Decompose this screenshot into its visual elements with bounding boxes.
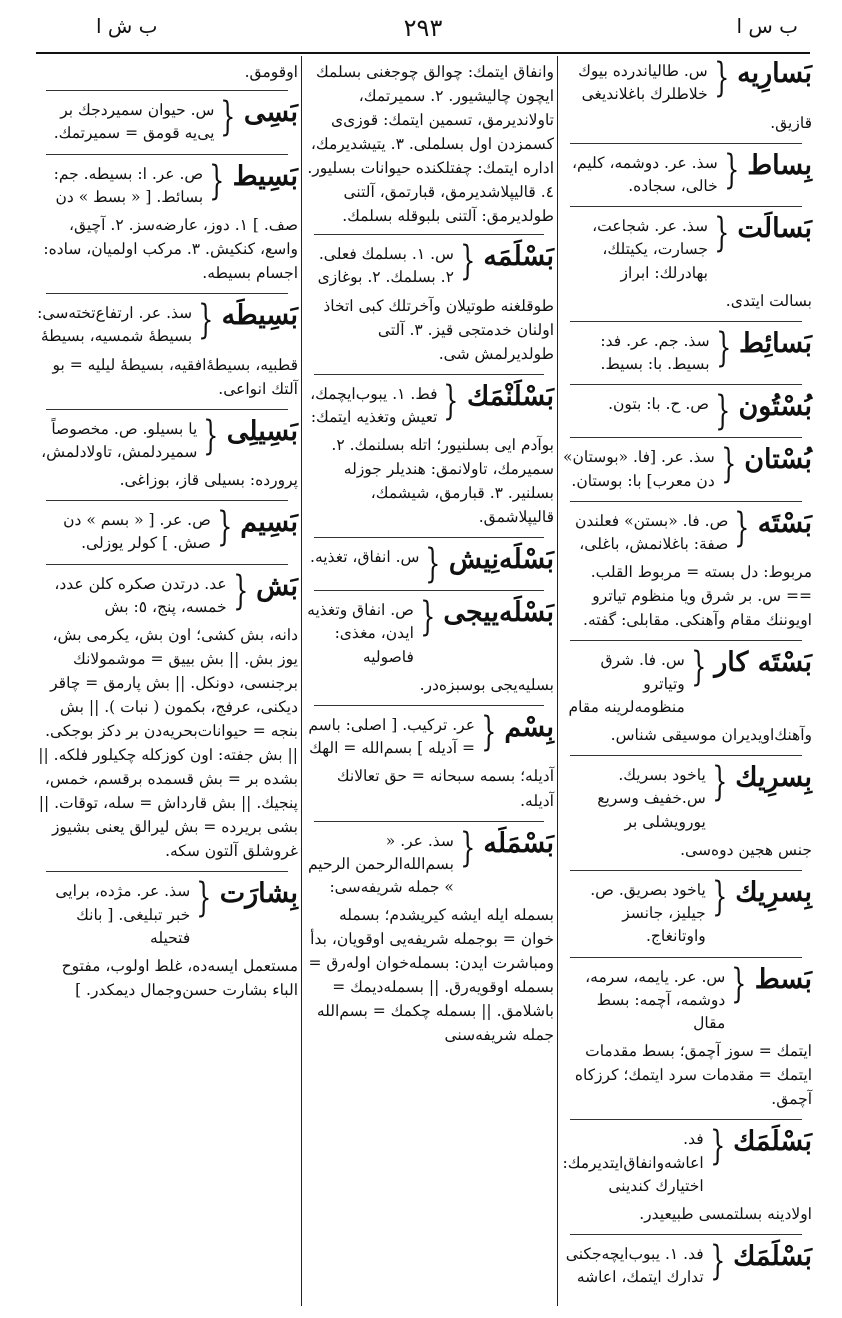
dictionary-entry bbox=[36, 504, 298, 556]
entry-separator bbox=[570, 437, 802, 438]
headword: بَسائِط bbox=[739, 327, 812, 359]
headword: بَسْلَمَك bbox=[733, 1241, 812, 1273]
entry-separator bbox=[46, 154, 288, 155]
dictionary-entry bbox=[560, 1238, 812, 1290]
brace: { bbox=[720, 441, 737, 488]
column-left bbox=[36, 60, 298, 1305]
dictionary-entry bbox=[36, 157, 298, 210]
brace: { bbox=[209, 157, 225, 204]
entry-separator bbox=[570, 1119, 802, 1120]
dictionary-entry bbox=[560, 960, 812, 1036]
definition: سذ. عر. دوشمه، کلیم، خالی، سجاده. bbox=[572, 153, 718, 195]
headword: بَسْلَنْمَك bbox=[466, 380, 554, 412]
brace: { bbox=[196, 875, 212, 922]
dictionary-entry bbox=[560, 210, 812, 285]
dictionary-entry bbox=[304, 238, 554, 290]
definition: ص. انفاق وتغذیه ایدن، مغذی: فاصولیه bbox=[307, 601, 414, 666]
brace: { bbox=[734, 504, 750, 551]
definition: سذ. جم. عر. فد: بسیط. با: بسیط. bbox=[600, 331, 710, 374]
headword: بَسْتَه کار bbox=[714, 647, 812, 679]
brace: { bbox=[203, 412, 219, 459]
headword: بَسِیط bbox=[232, 160, 298, 192]
definition: عد. درتدن صکره کلن عدد، خمسه، پنج، ٥: بش bbox=[54, 574, 227, 616]
definition: سذ. عر. [فا. «بوستان» دن معرب] با: بوستان. bbox=[563, 448, 715, 490]
definition-continued: مربوط: دل بسته = مربوط القلب. == س. بر شرق ویا منظوم تیاترو اویوننك مقام وآهنکی. مقابلی: گفته. bbox=[583, 563, 812, 630]
brace: { bbox=[709, 1123, 726, 1170]
definition: س. ١. بسلمك فعلی. ٢. بسلمك. ٢. بوغازی bbox=[317, 245, 454, 287]
headword: بَش bbox=[256, 570, 298, 602]
entry-separator bbox=[46, 564, 288, 565]
dictionary-entry bbox=[36, 94, 298, 146]
headword: بَسْلَه‌نِیش bbox=[448, 544, 554, 576]
entry-separator bbox=[570, 640, 802, 641]
definition-continued: بسالت ایتدی. bbox=[725, 291, 812, 310]
definition-continued: بسمله ایله ایشه کیریشدم؛ بسمله خوان = بوجمله شریفه‌یی اوقویان، بدأ ومباشرت ایدن: بسمله‌خوان اوله‌رق = بسمله اوقویه‌رق. || بسمله‌دیمك = باشلامق. || بسمله چکمك = بسم‌الله جمله شریفه‌سنی bbox=[308, 906, 554, 1045]
entry-separator bbox=[570, 321, 802, 322]
definition: س. حیوان سمیردجك بر یی‌یه قومق = سمیرتمك. bbox=[53, 101, 215, 143]
entry-separator bbox=[570, 1234, 802, 1235]
definition-continued: بوآدم ایی بسلنیور؛ اتله بسلنمك. ٢. سمیرمك، تاولانمق: هندیلر جوزله بسلنیر. ٣. قبارمق، شیشمك، قالیپلاشمق. bbox=[331, 436, 554, 527]
definition: س. انفاق، تغذیه. bbox=[310, 548, 420, 567]
dictionary-entry bbox=[304, 708, 554, 761]
entry-separator bbox=[570, 143, 802, 144]
continued-entry-text: اوقومق. bbox=[244, 63, 298, 81]
definition: یاخود بصریق. ص. جیلیز، جانسز واوتانغاج. bbox=[590, 880, 706, 946]
dictionary-entry bbox=[560, 1123, 812, 1198]
dictionary-entry bbox=[560, 759, 812, 834]
headword: بَسارِيه bbox=[737, 58, 812, 89]
brace: { bbox=[731, 960, 747, 1007]
column-divider-right bbox=[557, 56, 558, 1306]
headword: بِسرِیك bbox=[735, 762, 812, 794]
column-middle bbox=[304, 60, 554, 1305]
definition-continued: وآهنك‌اویدیران موسیقی شناس. bbox=[610, 726, 812, 745]
headword: بَسْمَلَه bbox=[483, 827, 554, 859]
brace: { bbox=[216, 504, 233, 551]
headword: بَسالَت bbox=[737, 213, 812, 245]
dictionary-entry bbox=[560, 324, 812, 377]
entry-separator bbox=[314, 590, 544, 591]
definition: سذ. عر. « بسم‌الله‌الرحمن الرحیم » جمله شریفه‌سی: bbox=[307, 831, 454, 897]
definition: سذ. عر. ارتفاع‌تخته‌سی: بسیطۀ شمسیه، بسیطۀ bbox=[37, 304, 193, 346]
headword: بِسْم bbox=[504, 711, 554, 743]
page-header bbox=[36, 8, 810, 48]
definition: ص. عر. [ « بسم » دن صش. ] کولر یوزلی. bbox=[63, 511, 211, 553]
definition: ص. ح. با: بتون. bbox=[608, 395, 710, 414]
dictionary-entry bbox=[560, 873, 812, 949]
brace: { bbox=[220, 94, 236, 141]
brace: { bbox=[715, 388, 731, 435]
entry-separator bbox=[314, 705, 544, 706]
definition: فد. ١. یبوب‌ایچه‌جکنی تدارك ایتمك، اعاشه bbox=[565, 1245, 704, 1287]
definition-continued: صف. ] ١. دوز، عارضه‌سز. ٢. آچیق، واسع، کنکیش. ٣. مرکب اولمیان، ساده: اجسام بسیطه. bbox=[43, 216, 298, 283]
brace: { bbox=[232, 567, 248, 614]
brace: { bbox=[425, 541, 441, 588]
entry-separator bbox=[570, 384, 802, 385]
definition-continued: دانه، بش کشی؛ اون بش، یکرمی بش، یوز بش. || بش بییق = موشمولانك برجنسی، دونکل. || بش پارمق = چاقر دیکنی، عرفج، بکمون ( نبات ). || بش بنجه = حیوانات‌بحریه‌دن بر دکز بوجکی. || بش جفته: اون کوزکله چکیلور فلکه. || بشده بر = بش قسمده برقسم، خمس، پنجیك. || بش قارداش = سله، توقات. || بشی بریرده = بش لیرالق یعنی بشیوز غروشلق آلتون سکه. bbox=[38, 626, 298, 861]
brace: { bbox=[709, 1238, 726, 1285]
entry-separator bbox=[570, 870, 802, 871]
brace: { bbox=[460, 238, 476, 285]
dictionary-entry bbox=[36, 297, 298, 349]
headword: بَسِی bbox=[243, 97, 298, 129]
column-divider-left bbox=[301, 56, 302, 1306]
dictionary-entry bbox=[560, 388, 812, 435]
running-head-left: ب ش ا bbox=[96, 14, 158, 38]
brace: { bbox=[715, 324, 731, 371]
headword: بُسْتُون bbox=[738, 391, 812, 423]
entry-separator bbox=[46, 871, 288, 872]
brace: { bbox=[690, 644, 707, 691]
dictionary-entry bbox=[560, 504, 812, 557]
page-number: ٢٩٣ bbox=[403, 14, 443, 42]
definition: سذ. عر. شجاعت، جسارت، یکیتلك، بهادرلك: ابراز bbox=[592, 217, 708, 282]
headword: بَسِیم bbox=[240, 507, 298, 539]
entry-separator bbox=[46, 500, 288, 501]
dictionary-entry bbox=[560, 146, 812, 199]
brace: { bbox=[198, 297, 214, 344]
dictionary-entry bbox=[36, 567, 298, 620]
column-right bbox=[560, 55, 812, 1305]
headword: بَسْلَمَك bbox=[733, 1126, 812, 1158]
definition-continued: آدیله؛ بسمه سبحانه = حق تعالانك آدیله. bbox=[336, 767, 554, 810]
dictionary-entry bbox=[304, 541, 554, 588]
brace: { bbox=[714, 210, 730, 257]
entry-separator bbox=[314, 234, 544, 235]
brace: { bbox=[711, 873, 728, 920]
definition-continued: طوقلغنه طوتیلان وآخرتلك کبی اتخاذ اولنان خدمتجی قیز. ٣. آلتی طولدیرلمش شی. bbox=[323, 296, 554, 363]
headword: بُسْتان bbox=[744, 444, 812, 476]
definition: ص. عر. ا: بسیطه. جم: بسائط. [ « بسط » دن bbox=[53, 164, 204, 206]
dictionary-entry bbox=[304, 377, 554, 430]
entry-separator bbox=[570, 957, 802, 958]
brace: { bbox=[460, 824, 476, 871]
brace: { bbox=[420, 594, 436, 641]
definition-continued: قازیق. bbox=[770, 113, 812, 132]
dictionary-entry bbox=[560, 55, 812, 107]
definition: س. طالیاندرده بیوك خلاطلرك باغلاندیغی bbox=[578, 62, 708, 104]
definition-continued: قطبیه، بسیطۀافقیه، بسیطۀ لیلیه = بو آلتك انواعی. bbox=[52, 355, 298, 398]
headword: بِساط bbox=[747, 149, 812, 181]
definition-continued: بسلیه‌یجی بوسبزه‌در. bbox=[419, 675, 554, 694]
definition: یا بسیلو. ص. مخصوصاً سمیردلمش، تاولادلمش، bbox=[41, 419, 198, 461]
headword: بِسرِیك bbox=[735, 876, 812, 908]
headword: بَسِیطَه bbox=[221, 300, 298, 332]
brace: { bbox=[711, 759, 728, 806]
dictionary-entry bbox=[304, 824, 554, 900]
continued-entry-text: وانفاق ایتمك: چوالق چوجغنی بسلمك ایچون چالیشیور. ٢. سمیرتمك، تاولاندیرمق، تسمین ایتمك: قوزی‌ی کسمزدن اول بسلملی. ٣. یتیشدیرمك، اداره ایتمك: چفتلکنده حیوانات بسلیور. ٤. قالیپلاشدیرمق، قبارتمق، آلتنی طولدیرمق: آلتنی بلبوقله بسلمك. bbox=[307, 63, 554, 226]
definition: ص. فا. «بستن» فعلندن صفة: باغلانمش، باغلی، bbox=[575, 511, 729, 554]
headword: بَسْلَه‌ییجی bbox=[443, 597, 554, 629]
entry-separator bbox=[314, 374, 544, 375]
entry-separator bbox=[570, 206, 802, 207]
definition-continued: ایتمك = سوز آچمق؛ بسط مقدمات ایتمك = مقدمات سرد ایتمك؛ کرزکاه آچمق. bbox=[574, 1042, 812, 1109]
definition: عر. ترکیب. [ اصلی: باسم = آدیله ] بسم‌الله = الهك bbox=[308, 715, 475, 758]
dictionary-entry bbox=[560, 441, 812, 493]
entry-separator bbox=[46, 409, 288, 410]
brace: { bbox=[713, 55, 730, 101]
entry-separator bbox=[314, 537, 544, 538]
dictionary-entry bbox=[36, 412, 298, 465]
definition: فد. اعاشه‌وانفاق‌ایتدیرمك: اختیارك کندینی bbox=[562, 1130, 704, 1195]
headword: بَسْلَمَه bbox=[483, 241, 554, 273]
running-head-right: ب س ا bbox=[736, 14, 798, 38]
entry-separator bbox=[570, 501, 802, 502]
definition: یاخود بسریك. س.خفیف وسریع یورویشلی بر bbox=[597, 766, 706, 831]
definition: س. فا. شرق وتیاترو منظومه‌لرینه مقام bbox=[568, 651, 685, 716]
definition: سذ. عر. مژده، برایی خبر تبلیغی. [ بانك فتحیله bbox=[55, 882, 191, 947]
entry-separator bbox=[46, 293, 288, 294]
header-rule bbox=[36, 52, 810, 54]
definition: س. عر. یایمه، سرمه، دوشمه، آچمه: بسط مقال bbox=[585, 967, 726, 1033]
entry-separator bbox=[314, 821, 544, 822]
definition-continued: جنس هجین دوه‌سی. bbox=[680, 840, 812, 859]
definition-continued: مستعمل ایسه‌ده، غلط اولوب، مفتوح الباء بشارت حسن‌وجمال دیمکدر. ] bbox=[61, 957, 298, 1000]
definition-continued: اولادینه بسلتمسی طبیعیدر. bbox=[639, 1205, 812, 1224]
headword: بَسِیلِی bbox=[226, 415, 298, 447]
entry-separator bbox=[570, 755, 802, 756]
brace: { bbox=[481, 708, 497, 755]
entry-separator bbox=[46, 90, 288, 91]
dictionary-entry bbox=[560, 644, 812, 719]
headword: بِشارَت bbox=[219, 878, 298, 910]
dictionary-entry bbox=[304, 594, 554, 669]
brace: { bbox=[443, 377, 459, 424]
dictionary-entry bbox=[36, 875, 298, 950]
headword: بَسط bbox=[754, 963, 812, 995]
definition: فط. ١. یبوب‌ایچمك، تعیش وتغذیه ایتمك: bbox=[310, 384, 438, 426]
definition-continued: پرورده: بسیلی قاز، بوزاغی. bbox=[119, 471, 298, 490]
brace: { bbox=[723, 146, 740, 193]
headword: بَسْتَه bbox=[757, 507, 812, 539]
